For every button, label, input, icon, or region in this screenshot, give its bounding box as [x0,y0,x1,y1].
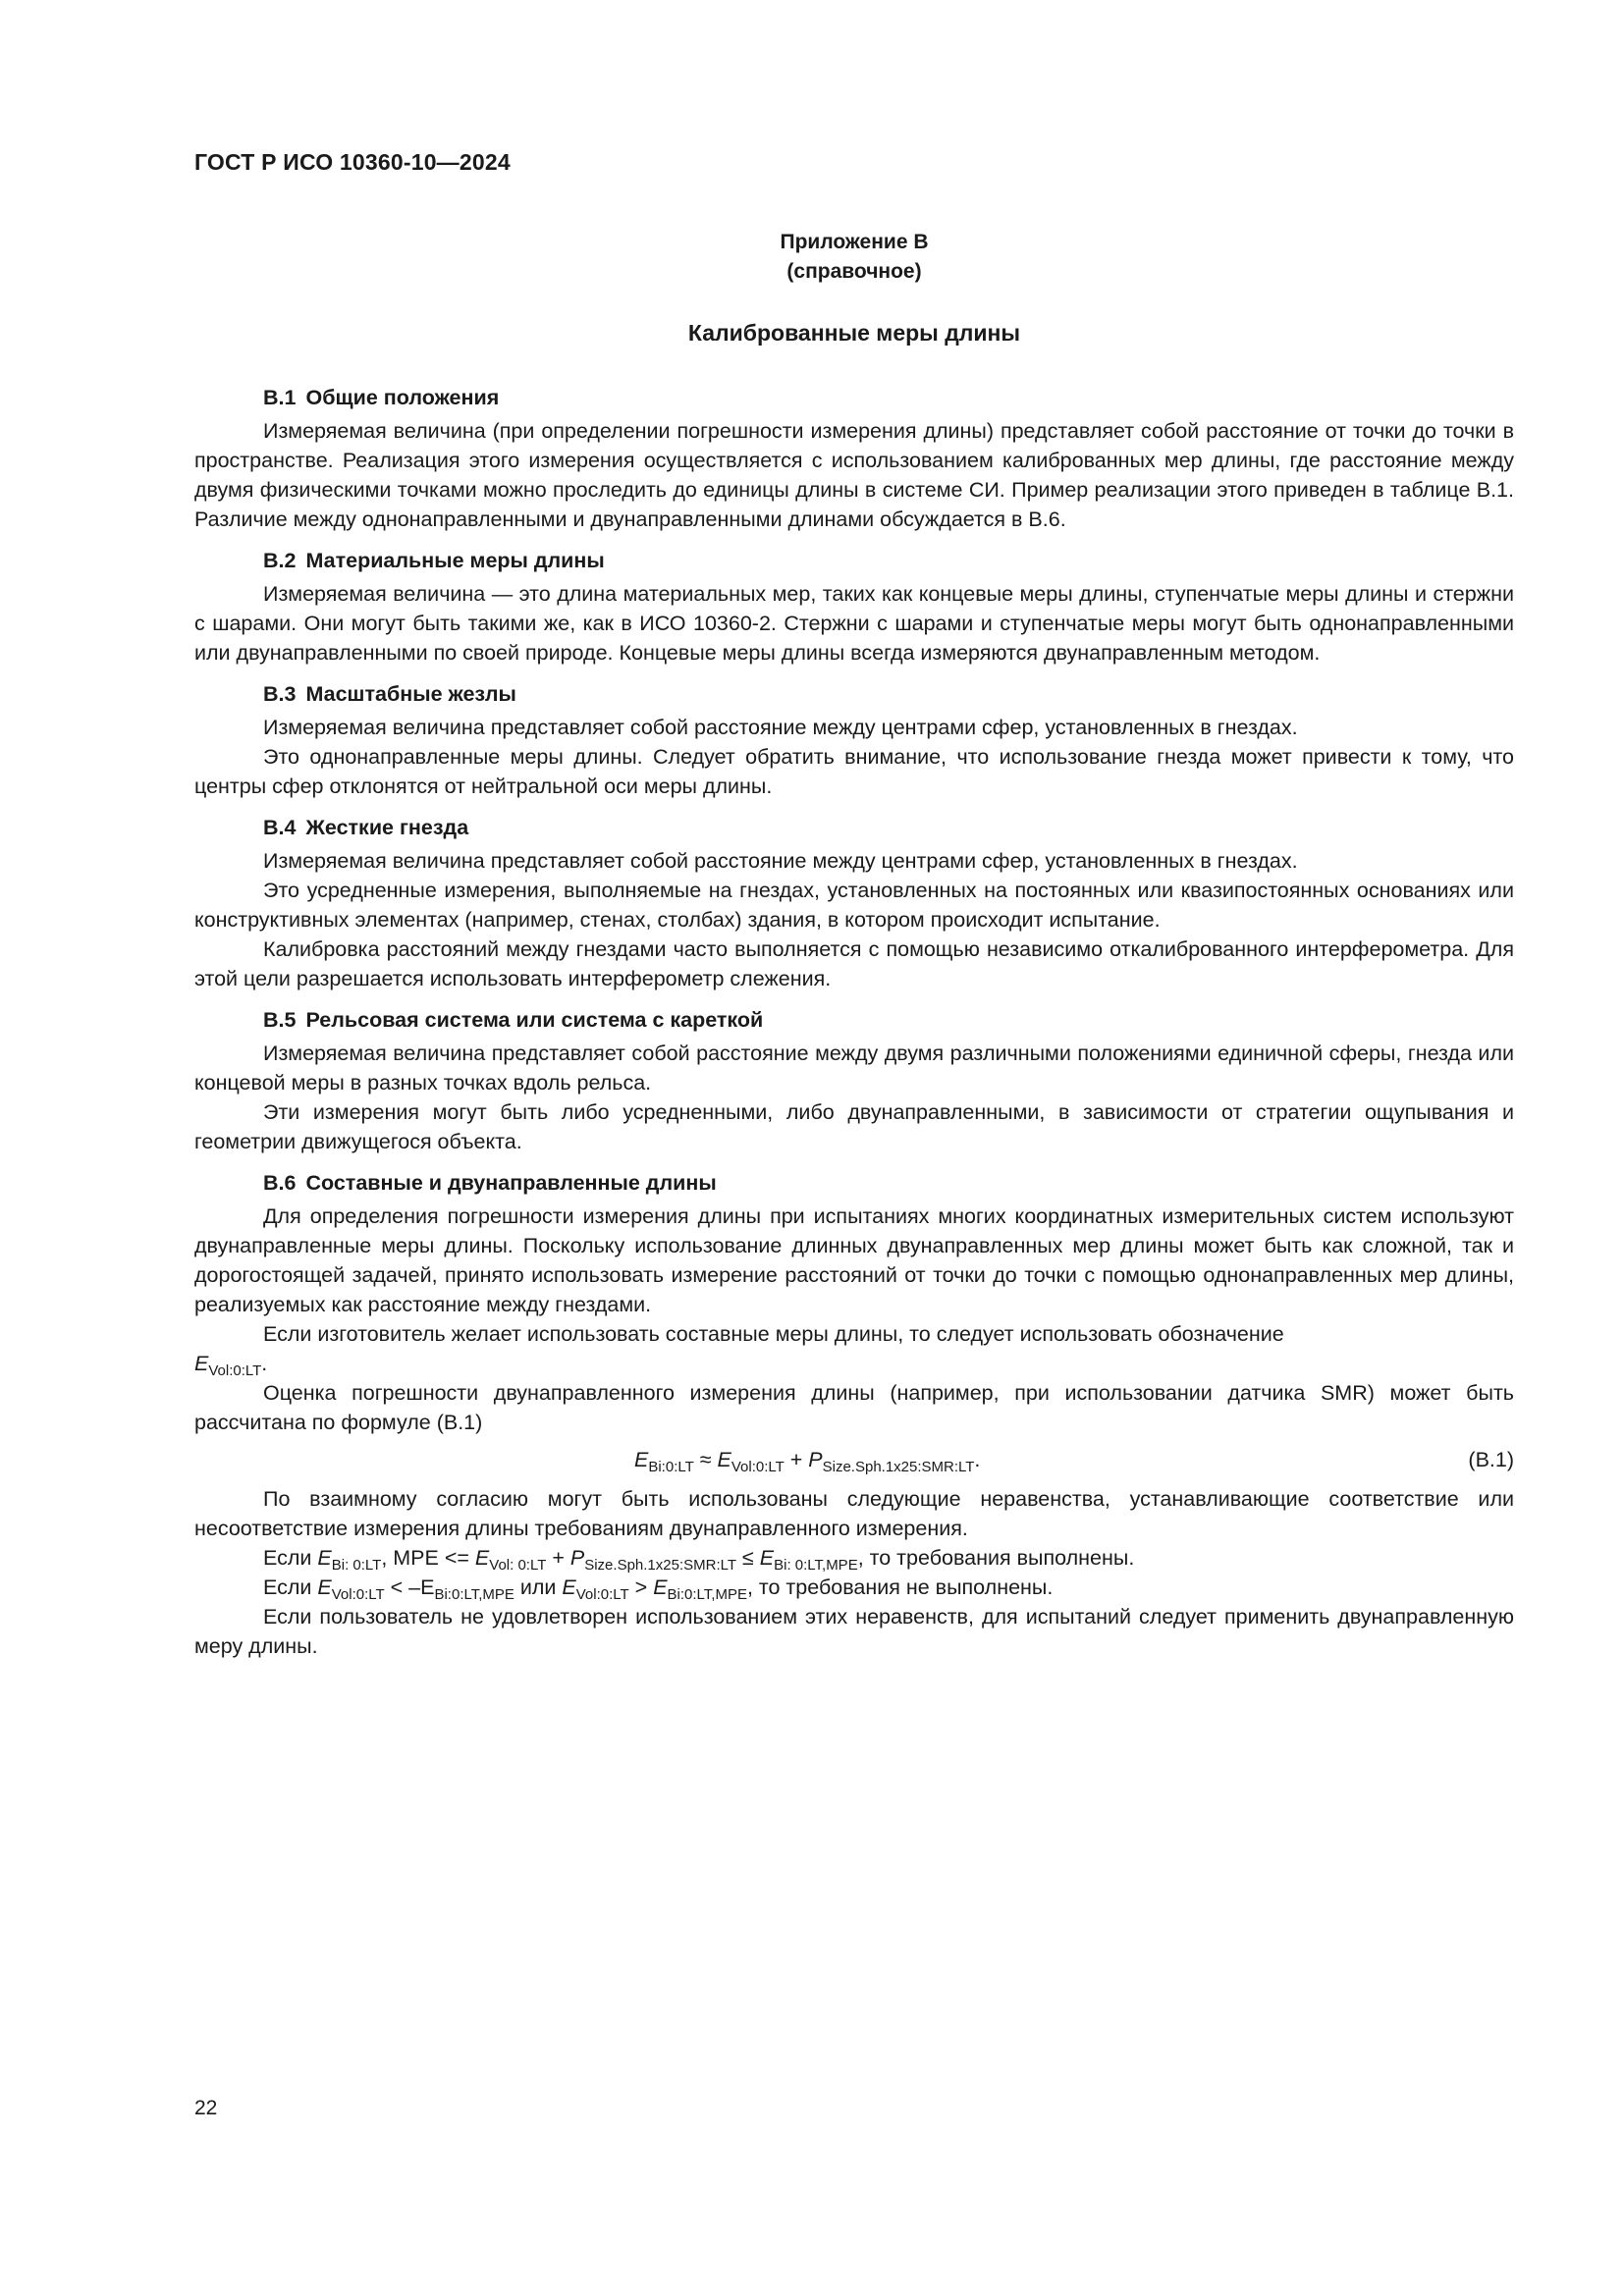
condition-line-1 [194,1543,1514,1573]
symbol-e: E [759,1546,775,1570]
text-run: > [628,1575,654,1599]
section-number: В.1 [263,386,297,409]
subscript: Vol:0:LT [208,1362,262,1379]
formula-row [194,1441,1514,1480]
text-run: Если [263,1546,318,1570]
section-heading-b1 [263,383,1514,412]
section-number: В.6 [263,1171,297,1195]
section-heading-b2 [263,546,1514,575]
subscript: Vol: 0:LT [489,1557,547,1574]
operator: + [784,1448,809,1471]
text-run: < –E [384,1575,435,1599]
text-run: , то требования не выполнены. [746,1575,1054,1599]
document-header: ГОСТ Р ИСО 10360-10—2024 [194,149,511,175]
symbol-e: E [717,1448,731,1471]
section-number: В.5 [263,1008,297,1032]
subscript: Size.Sph.1x25:SMR:LT [584,1557,737,1574]
symbol-e: E [194,1352,209,1375]
condition-line-2 [194,1573,1514,1602]
paragraph: Калибровка расстояний между гнездами часто выполняется с помощью независимо откалиброванного интерферометра. Для этой цели разрешается использовать интерферометр слежения. [194,937,1514,990]
text-run: + [546,1546,570,1570]
annex-heading [194,228,1514,287]
section-number: В.3 [263,682,297,706]
symbol-e: E [317,1546,332,1570]
paragraph: Если пользователь не удовлетворен использованием этих неравенств, для испытаний следует применить двунаправленную меру длины. [194,1605,1514,1658]
paragraph: Это однонаправленные меры длины. Следует обратить внимание, что использование гнезда может привести к тому, что центры сфер отклонятся от нейтральной оси меры длины. [194,745,1514,798]
section-title: Рельсовая система или система с кареткой [305,1008,764,1032]
subscript: Bi:0:LT,MPE [434,1586,514,1603]
paragraph: Измеряемая величина представляет собой расстояние между центрами сфер, установленных в гнездах. [263,716,1298,739]
operator: ≈ [693,1448,718,1471]
text-run: , MPE <= [381,1546,475,1570]
paragraph: Оценка погрешности двунаправленного измерения длины (например, при использовании датчика SMR) может быть рассчитана по формуле (В.1) [194,1381,1514,1434]
text-run: или [514,1575,563,1599]
formula-number: (В.1) [1468,1448,1514,1471]
section-heading-b4 [263,813,1514,842]
section-title: Масштабные жезлы [305,682,516,706]
annex-title: Калиброванные меры длины [687,320,1021,346]
symbol-p: P [808,1448,823,1471]
paragraph: Измеряемая величина представляет собой расстояние между двумя различными положениями единичной сферы, гнезда или концевой меры в разных точках вдоль рельса. [194,1041,1514,1095]
paragraph: Это усредненные измерения, выполняемые на гнездах, установленных на постоянных или квазипостоянных основаниях или конструктивных элементах (например, стенах, столбах) здания, в котором происходит испытание. [194,879,1514,932]
symbol-e: E [634,1448,649,1471]
subscript: Bi: 0:LT [331,1557,382,1574]
paragraph: Если изготовитель желает использовать составные меры длины, то следует использовать обозначение [263,1322,1284,1346]
symbol-e: E [562,1575,576,1599]
page-number: 22 [194,2097,218,2119]
section-title: Материальные меры длины [305,549,605,572]
text-run: , то требования выполнены. [857,1546,1135,1570]
annex-label: Приложение В [780,231,929,253]
section-heading-b5 [263,1005,1514,1035]
symbol-e: E [653,1575,668,1599]
text-run: Если [263,1575,318,1599]
paragraph: Эти измерения могут быть либо усредненными, либо двунаправленными, в зависимости от стратегии ощупывания и геометрии движущегося объекта. [194,1100,1514,1153]
subscript: Vol:0:LT [575,1586,629,1603]
paragraph: Измеряемая величина — это длина материальных мер, таких как концевые меры длины, ступенчатые меры длины и стержни с шарами. Они могут быть такими же, как в ИСО 10360-2. Стержни с шарами и ступенчатые меры могут быть однонаправленными или двунаправленными по своей природе. Концевые меры длины всегда измеряются двунаправленным методом. [194,582,1514,665]
subscript: Bi: 0:LT,MPE [774,1557,858,1574]
annex-body [194,383,1514,1661]
punctuation: . [974,1448,981,1471]
punctuation: . [261,1352,268,1375]
section-title: Жесткие гнезда [305,816,469,839]
symbol-e: E [317,1575,332,1599]
section-title: Составные и двунаправленные длины [305,1171,717,1195]
subscript: Size.Sph.1x25:SMR:LT [822,1459,975,1475]
paragraph: Для определения погрешности измерения длины при испытаниях многих координатных измерительных систем используют двунаправленные меры длины. Поскольку использование длинных двунаправленных мер длины может быть как сложной, так и дорогостоящей задачей, принято использовать измерение расстояний от точки до точки с помощью однонаправленных мер длины, реализуемых как расстояние между гнездами. [194,1204,1514,1316]
text-run: ≤ [736,1546,760,1570]
subscript: Vol:0:LT [731,1459,785,1475]
subscript: Vol:0:LT [331,1586,385,1603]
section-number: В.2 [263,549,297,572]
symbol-p: P [569,1546,585,1570]
section-heading-b3 [263,679,1514,709]
annex-type: (справочное) [786,260,922,283]
section-title: Общие положения [305,386,500,409]
symbol-e: E [474,1546,490,1570]
subscript: Bi:0:LT,MPE [667,1586,747,1603]
paragraph: Измеряемая величина представляет собой расстояние между центрами сфер, установленных в гнездах. [263,849,1298,873]
subscript: Bi:0:LT [648,1459,694,1475]
section-number: В.4 [263,816,297,839]
section-heading-b6 [263,1168,1514,1198]
formula-b1 [634,1445,980,1474]
paragraph: Измеряемая величина (при определении погрешности измерения длины) представляет собой расстояние от точки до точки в пространстве. Реализация этого измерения осуществляется с использованием калиброванных мер длины, где расстояние между двумя физическими точками можно проследить до единицы длины в системе СИ. Пример реализации этого приведен в таблице В.1. Различие между однонаправленными и двунаправленными длинами обсуждается в В.6. [194,419,1514,531]
paragraph: По взаимному согласию могут быть использованы следующие неравенства, устанавливающие соответствие или несоответствие измерения длины требованиям двунаправленного измерения. [194,1487,1514,1540]
symbol-line [194,1349,1514,1378]
